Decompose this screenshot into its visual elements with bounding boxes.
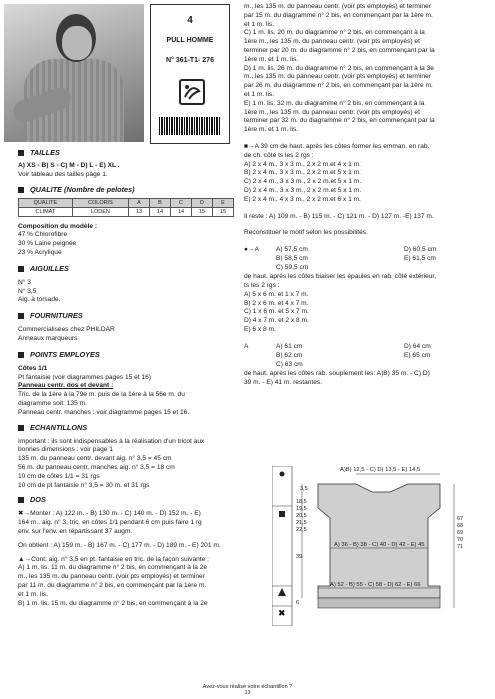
epaules-row: E) 6 x 8 m.: [244, 325, 276, 333]
table-cell: 15: [191, 207, 212, 216]
dos-line: m., les 135 m. du panneau centr. (voir pts employés) et terminer: [18, 573, 205, 581]
dos-line: 164 m., aig. n° 3, tric. en côtes 1/1 pendant 6 cm puis faire 1 rg: [18, 519, 202, 527]
size-value: D) 64 cm: [404, 342, 431, 350]
epaules-row: D) 4 x 7 m. et 2 x 8 m.: [244, 317, 309, 325]
points-cotes: Côtes 1/1: [18, 364, 48, 372]
schema-h39: 39: [296, 554, 303, 560]
echantillon-line: 10 cm de côtes 1/1 = 31 rgs: [18, 472, 100, 480]
emman-row: D) 2 x 4 m., 3 x 3 m., 2 x 2 m.et 5 x 1 m.: [244, 186, 362, 194]
dos-line: ▲→Cont. aig. n° 3,5 en pt. fantaisie en tric. de la façon suivante :: [18, 555, 209, 563]
section-points: POINTS EMPLOYES: [18, 350, 243, 359]
size-value: B) 58,5 cm: [276, 255, 308, 263]
emman-row: E) 2 x 4 m., 4 x 3 m., 2 x 2 m.et 6 x 1 m.: [244, 195, 361, 203]
emman-row: C) 2 x 4 m., 3 x 3 m., 2 x 2 m.et 5 x 1 m.: [244, 178, 362, 186]
schema-right: 67 68 69 70 71: [457, 516, 464, 550]
schema-top: A)B) 12,5 - C) D) 13,5 - E) 14,5: [340, 467, 421, 473]
section-echantillons: ECHANTILLONS: [18, 423, 243, 432]
dos-line: On obtient : A) 159 m. - B) 167 m. - C) 177 m. - D) 189 m. - E) 201 m.: [18, 541, 221, 549]
panneau-title: Panneau centr. dos et devant :: [18, 382, 114, 390]
emman-row: B) 2 x 4 m., 3 x 3 m., 2 x 2 m.et 5 x 1 m.: [244, 169, 361, 177]
table-header: C: [170, 198, 191, 207]
epaules-row: C) 1 x 6 m. et 5 x 7 m.: [244, 308, 309, 316]
points-fantaisie: Pt fantaisie (voir diagrammes pages 15 et 16): [18, 373, 152, 381]
fourniture-item: Anneaux marqueurs: [18, 334, 78, 342]
composition-line: 47 % Chlorofibre: [18, 231, 68, 239]
echantillon-line: 56 m. du panneau centr. manches aig. n° 3,5 = 18 cm: [18, 463, 175, 471]
instruction-line: 1ère m., les 135 m. du panneau centr. (voir pts employés) et: [244, 38, 420, 46]
table-header: E: [212, 198, 233, 207]
table-header: D: [191, 198, 212, 207]
size-value: C) 59,5 cm: [276, 264, 309, 272]
epaules-line: de haut. après les côtes biaiser les épaules en rab. côté extérieur,: [244, 273, 437, 281]
size-value: D) 60,5 cm: [404, 246, 437, 254]
table-cell: CLIMAT: [19, 207, 73, 216]
instruction-line: m., les 135 m. du panneau centr. (voir pts employés) et terminer: [244, 3, 431, 10]
echantillon-line: 10 cm de pt fantaisie n° 3,5 = 30 m. et 31 rgs: [18, 481, 150, 489]
aiguille-item: Aig. à torsade.: [18, 296, 61, 304]
table-cell: 14: [150, 207, 171, 216]
instruction-line: terminer par 32 m. du diagramme n° 2 bis, en commençant par la: [244, 117, 435, 125]
tailles-sizes: A) XS - B) S - C) M - D) L - E) XL .: [18, 162, 120, 169]
table-cell: 14: [170, 207, 191, 216]
pattern-title: PULL HOMME: [166, 37, 214, 44]
table-header: B: [150, 198, 171, 207]
section-tailles: TAILLES: [18, 148, 243, 157]
emman-motif: Reconstituer le motif selon les possibilités.: [244, 229, 368, 237]
epaules-row: A) 5 x 6 m. et 1 x 7 m.: [244, 290, 309, 298]
panneau-manches: Panneau centr. manches : voir diagramme pages 15 et 16.: [18, 408, 190, 416]
instruction-line: par 26 m. du diagramme n° 2 bis, en commençant par la 1ère m.: [244, 82, 433, 90]
section-aiguilles: AIGUILLES: [18, 264, 243, 273]
table-header: QUALITE: [19, 198, 73, 207]
section-fournitures: FOURNITURES: [18, 311, 243, 320]
echantillon-line: Important : ils sont indispensables à la réalisation d'un tricot aux: [18, 437, 205, 445]
section-dos: DOS: [18, 495, 243, 504]
footer-note: Avez-vous réalisé votre échantillon ?: [202, 684, 293, 690]
dos-line: ✖→Monter : A) 122 m. - B) 130 m. - C) 140 m. - D) 152 m. - E): [18, 510, 201, 518]
cotes-line: 39 m. - E) 41 m. restantes.: [244, 378, 323, 386]
size-value: C) 63 cm: [276, 360, 303, 368]
composition-line: 23 % Acrylique: [18, 248, 62, 256]
table-header: COLORIS: [72, 198, 128, 207]
aiguille-item: N° 3: [18, 278, 31, 286]
cotes-sizes: [244, 343, 484, 370]
table-header: A: [129, 198, 150, 207]
instruction-line: 1ère m. et 1 m. lis.: [244, 126, 299, 134]
quality-table: [18, 198, 234, 217]
instruction-line: par 15 m. du diagramme n° 2 bis, en commençant par la 1ère m.: [244, 11, 433, 19]
dos-line: par 11 m. du diagramme n° 2 bis, en commençant par la 1ère m.: [18, 581, 207, 589]
emman-line: de ch. côté ts les 2 rgs :: [244, 151, 314, 159]
table-cell: LODEN: [72, 207, 128, 216]
instruction-line: m., les 135 m. du panneau centr. (voir pts employés) et terminer: [244, 73, 431, 81]
epaules-line: ts les 2 rgs :: [244, 281, 280, 289]
schema-bottom: A) 52 - B) 55 - C) 58 - D) 62 - E) 66: [330, 582, 421, 588]
echantillon-line: bonnes dimensions : voir page 1: [18, 446, 113, 454]
instruction-line: E) 1 m. lis. 32 m. du diagramme n° 2 bis, en commençant à la: [244, 99, 425, 107]
echantillon-line: 135 m. du panneau centr. devant aig. n° 3,5 = 45 cm: [18, 455, 172, 463]
instruction-line: D) 1 m. lis. 26 m. du diagramme n° 2 bis, en commençant à la 3e: [244, 64, 434, 72]
barcode: [159, 117, 221, 135]
size-value: E) 65 cm: [404, 351, 431, 359]
cotes-line: de haut. après les côtes rab. souplement les: A)B) 35 m. - C) D): [244, 369, 430, 377]
instruction-line: 1ère m. et 1 m. lis.: [244, 55, 299, 63]
instruction-line: et 1 m. lis.: [244, 20, 275, 28]
emman-line: ■→A 39 cm de haut. après les côtes former les emman. en rab.: [244, 142, 430, 150]
svg-text:✖: ✖: [278, 608, 286, 618]
epaules-sizes: [244, 246, 484, 273]
instruction-line: terminer par 20 m. du diagramme n° 2 bis, en commençant par la: [244, 46, 435, 54]
instruction-line: C) 1 m. lis. 20 m. du diagramme n° 2 bis, en commençant à la: [244, 29, 425, 37]
fourniture-item: Commercialisées chez PHILDAR: [18, 326, 115, 334]
garment-schema: [272, 466, 472, 626]
size-value: A) 57,5 cm: [276, 246, 308, 254]
section-qualite: QUALITE (Nombre de pelotes): [18, 185, 243, 194]
table-cell: 15: [212, 207, 233, 216]
aiguille-item: N° 3,5: [18, 287, 37, 295]
size-value: E) 61,5 cm: [404, 255, 436, 263]
tailles-note: Voir tableau des tailles page 1.: [18, 170, 108, 178]
phildar-logo-icon: [179, 79, 205, 105]
table-cell: 13: [129, 207, 150, 216]
cotes-lead: A: [244, 342, 249, 350]
size-value: A) 61 cm: [276, 342, 303, 350]
dos-line: et 1 m. lis.: [18, 590, 49, 598]
footer: [0, 684, 495, 696]
schema-side1: 3,5: [300, 486, 308, 492]
panneau-line: Tric. de la 1ère à la 79e m. puis de la 1ère à la 56e m. du: [18, 391, 185, 399]
panneau-line: diagramme soit: 135 m.: [18, 399, 87, 407]
dos-line: B) 1 m. lis. 15 m. du diagramme n° 2 bis, en commençant à la 2e: [18, 599, 208, 607]
pattern-id-box: [150, 4, 230, 144]
emman-row: A) 2 x 4 m., 3 x 3 m., 2 x 2 m.et 4 x 1 m.: [244, 160, 361, 168]
page-number: 13: [244, 690, 251, 696]
pattern-ref: N° 361-T1- 276: [166, 57, 214, 64]
emman-reste: Il reste : A) 109 m. - B) 115 m. - C) 121 m. - D) 127 m. -E) 137 m.: [244, 212, 434, 220]
pattern-number: 4: [187, 15, 193, 26]
epaules-row: B) 2 x 6 m. et 4 x 7 m.: [244, 299, 309, 307]
instruction-line: et 1 m. lis.: [244, 90, 275, 98]
schema-side2: 18,5 19,5 20,5 21,5 22,5: [296, 499, 307, 533]
composition-line: 30 % Laine peignée: [18, 240, 77, 248]
dos-line: A) 1 m. lis. 11 m. du diagramme n° 2 bis, en commençant à la 2e: [18, 564, 208, 572]
dos-line: env. sur l'env. en répartissant 37 augm.: [18, 527, 133, 535]
epaules-lead: ●→A: [244, 246, 259, 254]
size-value: B) 62 cm: [276, 351, 303, 359]
schema-mid: A) 36 - B) 38 - C) 40 - D) 42 - E) 45: [334, 542, 425, 548]
instruction-line: 1ère m., les 135 m. du panneau centr. (voir pts employés) et: [244, 108, 420, 116]
model-photo: [4, 4, 144, 142]
composition-title: Composition du modèle :: [18, 222, 98, 230]
schema-6: 6: [296, 600, 300, 606]
